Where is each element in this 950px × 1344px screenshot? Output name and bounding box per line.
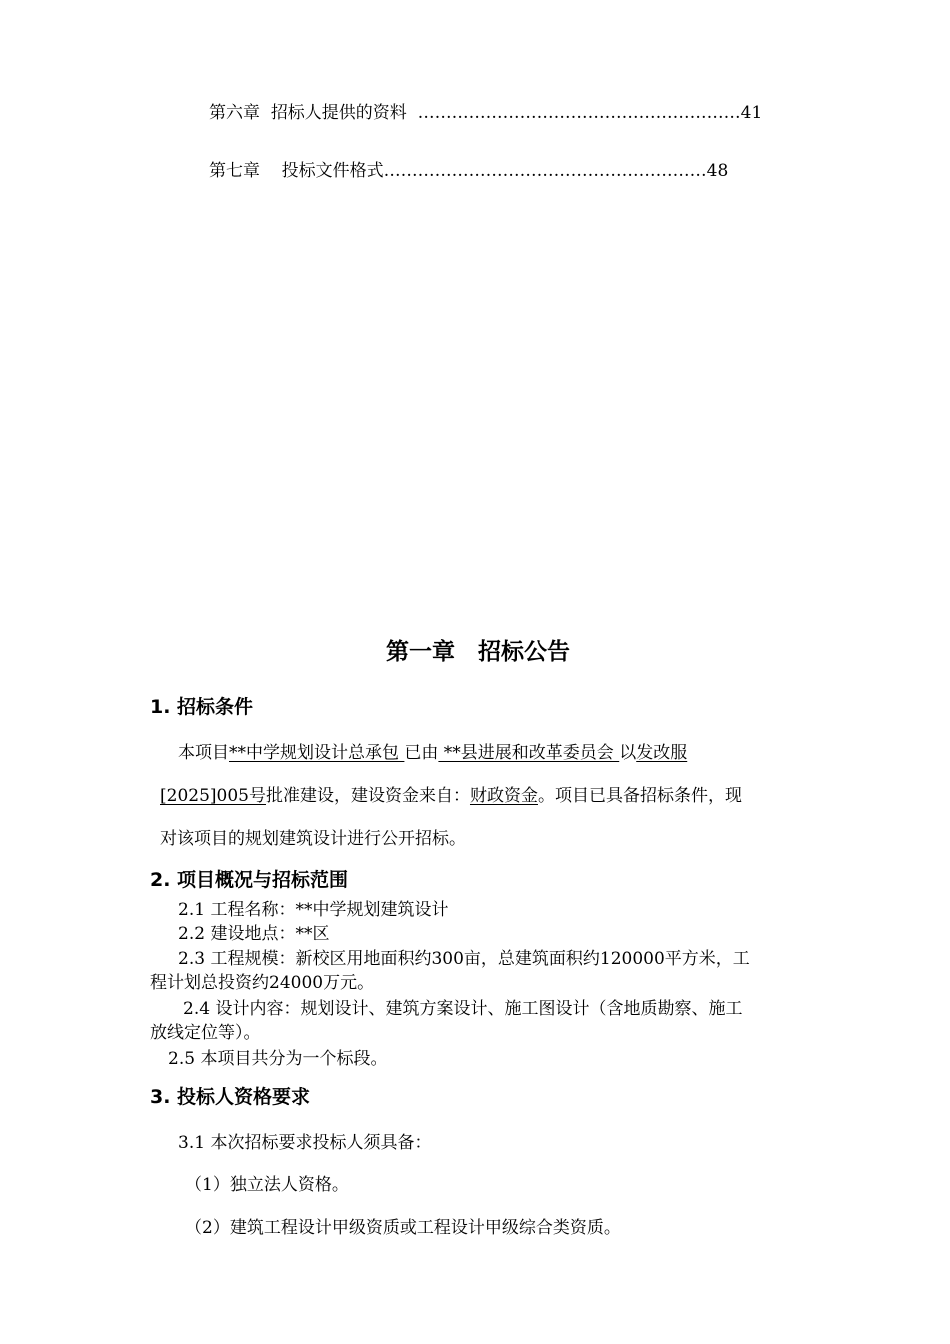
- paragraph-line: [2025]005号批准建设，建设资金来自：财政资金。项目已具备招标条件，现: [160, 786, 742, 806]
- toc-leader: …………………………………………………: [383, 161, 707, 181]
- toc-page: 48: [706, 161, 729, 181]
- approval-doc: 发改服: [636, 743, 688, 763]
- toc-title: 招标人提供的资料: [270, 103, 407, 123]
- chapter-title: 第一章 招标公告: [386, 639, 570, 665]
- toc-title: 投标文件格式: [281, 161, 384, 181]
- funding-source: 财政资金: [469, 786, 538, 806]
- toc-entry: [209, 156, 728, 181]
- project-name: **中学规划设计总承包: [229, 743, 405, 763]
- list-item: 2.4 设计内容：规划设计、建筑方案设计、施工图设计（含地质勘察、施工: [183, 999, 743, 1019]
- list-item-cont: 放线定位等）。: [150, 1023, 261, 1043]
- toc-page: 41: [740, 103, 763, 123]
- section-heading: 2. 项目概况与招标范围: [150, 869, 349, 891]
- list-item: 2.2 建设地点：**区: [178, 924, 330, 944]
- list-item: 2.5 本项目共分为一个标段。: [168, 1049, 388, 1069]
- section-heading: 3. 投标人资格要求: [150, 1086, 311, 1108]
- list-item: 3.1 本次招标要求投标人须具备：: [178, 1133, 432, 1153]
- section-heading: 1. 招标条件: [150, 696, 254, 718]
- list-item: 2.3 工程规模：新校区用地面积约300亩，总建筑面积约120000平方米，工: [178, 949, 750, 969]
- toc-chapter: 第六章: [209, 103, 260, 123]
- paragraph-line: 本项目**中学规划设计总承包 已由 **县进展和改革委员会 以发改服: [178, 743, 688, 763]
- toc-entry: [209, 98, 762, 123]
- paragraph-line: 对该项目的规划建筑设计进行公开招标。: [160, 829, 466, 849]
- toc-chapter: 第七章: [209, 161, 260, 181]
- toc-leader: …………………………………………………: [417, 103, 741, 123]
- list-item: （2）建筑工程设计甲级资质或工程设计甲级综合类资质。: [185, 1218, 621, 1238]
- approver-name: **县进展和改革委员会: [438, 743, 620, 763]
- list-item: 2.1 工程名称：**中学规划建筑设计: [178, 900, 449, 920]
- list-item-cont: 程计划总投资约24000万元。: [150, 973, 375, 993]
- list-item: （1）独立法人资格。: [185, 1175, 349, 1195]
- approval-number: [2025]005号: [160, 786, 266, 806]
